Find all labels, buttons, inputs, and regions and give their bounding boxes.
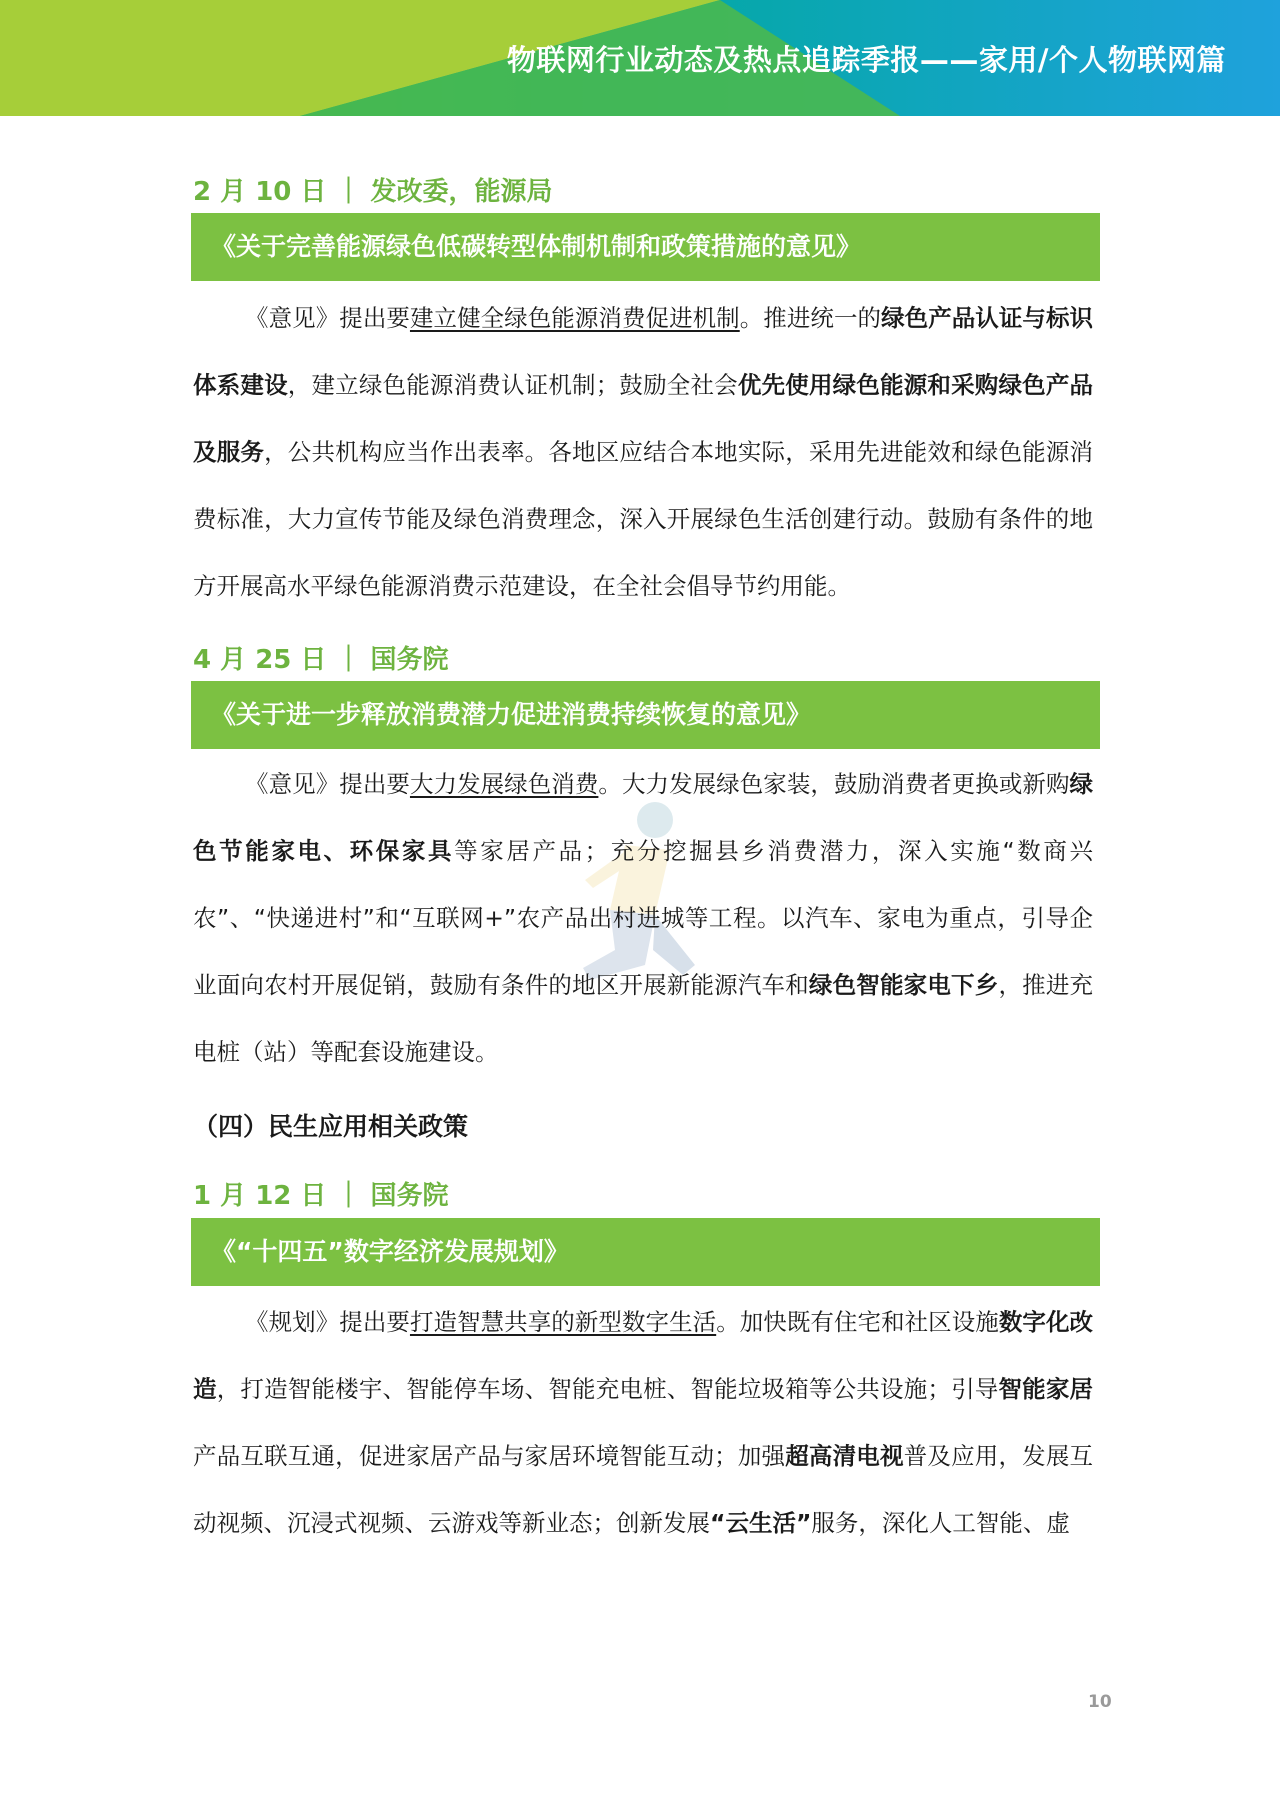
report-title: 物联网行业动态及热点追踪季报——家用/个人物联网篇 — [506, 43, 1226, 77]
text-run: 《规划》提出要 — [245, 1308, 410, 1336]
text-run: 。推进统一的 — [739, 304, 882, 332]
text-run: 。加快既有住宅和社区设施 — [716, 1308, 999, 1336]
underlined-phrase: 大力发展绿色消费 — [409, 770, 599, 798]
text-run: 。大力发展绿色家装，鼓励消费者更换或新购 — [598, 770, 1070, 798]
policy-paragraph — [193, 1289, 1093, 1557]
bold-phrase: 绿色产品认证与标识体系建设 — [193, 304, 1094, 399]
text-run: 普及应用，发展互动视频、沉浸式视频、云游戏等新业态；创新发展 — [193, 1442, 1094, 1537]
text-run: ，建立绿色能源消费认证机制；鼓励全社会 — [287, 371, 738, 399]
subsection-title: （四）民生应用相关政策 — [193, 1112, 469, 1141]
bold-phrase: 绿色智能家电下乡 — [808, 971, 999, 999]
underlined-phrase: 打造智慧共享的新型数字生活 — [409, 1308, 717, 1336]
text-run: ，打造智能楼宇、智能停车场、智能充电桩、智能垃圾箱等公共设施；引导 — [216, 1375, 999, 1403]
section-date-heading: 1 月 12 日 ｜ 国务院 — [193, 1181, 449, 1211]
bold-phrase: 数字化改造 — [193, 1308, 1094, 1403]
text-run: 《意见》提出要 — [245, 770, 410, 798]
text-run: ，公共机构应当作出表率。各地区应结合本地实际，采用先进能效和绿色能源消费标准，大力宣传节能及绿色消费理念，深入开展绿色生活创建行动。鼓励有条件的地方开展高水平绿色能源消费示范建设，在全社会倡导节约用能。 — [193, 438, 1094, 600]
policy-title-bar: 《“十四五”数字经济发展规划》 — [191, 1218, 1100, 1286]
page-number: 10 — [1088, 1692, 1112, 1712]
text-run: 等家居产品；充分挖掘县乡消费潜力，深入实施“数商兴农”、“快递进村”和“互联网+”农产品出村进城等工程。以汽车、家电为重点，引导企业面向农村开展促销，鼓励有条件的地区开展新能源汽车和 — [193, 837, 1093, 999]
bold-phrase: 智能家居 — [998, 1375, 1094, 1403]
policy-paragraph — [193, 751, 1093, 1086]
bold-phrase: 优先使用绿色能源和采购绿色产品及服务 — [193, 371, 1094, 466]
bold-phrase: 绿色节能家电、环保家具 — [193, 770, 1094, 865]
bold-phrase: “云生活” — [710, 1509, 812, 1537]
header-lime-block — [0, 0, 300, 116]
policy-paragraph — [193, 285, 1093, 620]
text-run: 《意见》提出要 — [245, 304, 410, 332]
page-header — [0, 0, 1280, 116]
text-run: 产品互联互通，促进家居产品与家居环境智能互动；加强 — [193, 1442, 786, 1470]
bold-phrase: 超高清电视 — [785, 1442, 904, 1470]
section-date-heading: 4 月 25 日 ｜ 国务院 — [193, 645, 449, 675]
policy-title-bar: 《关于进一步释放消费潜力促进消费持续恢复的意见》 — [191, 681, 1100, 749]
policy-title-bar: 《关于完善能源绿色低碳转型体制机制和政策措施的意见》 — [191, 213, 1100, 281]
section-date-heading: 2 月 10 日 ｜ 发改委，能源局 — [193, 177, 553, 207]
text-run: ，推进充电桩（站）等配套设施建设。 — [193, 971, 1094, 1066]
underlined-phrase: 建立健全绿色能源消费促进机制 — [409, 304, 740, 332]
text-run: 服务，深化人工智能、虚 — [811, 1509, 1070, 1537]
